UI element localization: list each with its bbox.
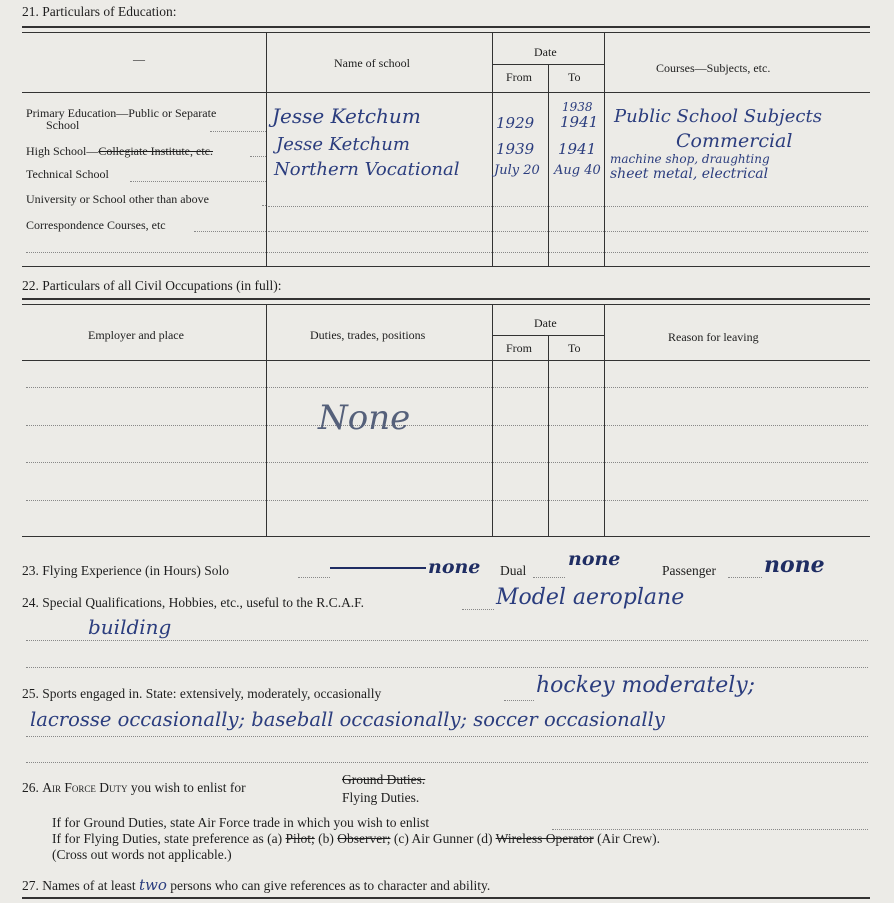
section-21-title: 21. Particulars of Education: [22, 4, 177, 19]
handwritten-solo: none [428, 556, 481, 578]
handwritten-tech-from: July 20 [494, 163, 540, 178]
flying-experience-label: 23. Flying Experience (in Hours) Solo [22, 563, 229, 578]
handwritten-tech-to: Aug 40 [554, 163, 601, 178]
flying-duties-instruction: If for Flying Duties, state preference as (a) Pilot; (b) Observer; (c) Air Gunner (d) Wireless Operator (Air Crew). [52, 831, 661, 846]
handwritten-primary-courses: Public School Subjects [614, 106, 822, 127]
dotted-leader [250, 156, 266, 157]
handwritten-sports-2: lacrosse occasionally; baseball occasionally; soccer occasionally [30, 708, 665, 731]
special-qualifications-label: 24. Special Qualifications, Hobbies, etc., useful to the R.C.A.F. [22, 595, 364, 610]
dotted-leader [262, 205, 266, 206]
dotted-row-line [268, 206, 868, 207]
column-header-to: To [568, 341, 581, 355]
handwritten-none: None [318, 398, 411, 438]
column-header-courses: Courses—Subjects, etc. [656, 61, 771, 75]
column-line [266, 305, 267, 536]
struck-text: Collegiate Institute, etc. [98, 144, 213, 158]
dotted-leader [298, 577, 330, 578]
divider [22, 32, 870, 33]
dash-mark: — [133, 52, 145, 66]
dotted-line [26, 640, 868, 641]
column-line [266, 33, 267, 266]
handwritten-reference-count: two [138, 876, 167, 894]
divider [22, 266, 870, 267]
date-subheader-line [493, 64, 604, 65]
row-label-primary: Primary Education—Public or Separate [26, 106, 217, 120]
divider [22, 897, 870, 899]
struck-text: Wireless Operator [495, 831, 594, 846]
handwritten-tech-courses-2: sheet metal, electrical [610, 166, 769, 182]
dotted-row-line [26, 462, 868, 463]
handwritten-high-from: 1939 [496, 140, 535, 158]
row-label-high-school: High School—Collegiate Institute, etc. [26, 144, 213, 158]
struck-text: Observer; [337, 831, 391, 846]
dual-label: Dual [500, 563, 527, 578]
handwritten-dash [330, 567, 426, 569]
dotted-line [26, 736, 868, 737]
dotted-leader [210, 131, 266, 132]
handwritten-tech-courses-1: machine shop, draughting [610, 152, 770, 166]
header-line [22, 92, 870, 93]
dotted-line [26, 667, 868, 668]
handwritten-tech-school: Northern Vocational [274, 159, 460, 180]
dotted-line [26, 762, 868, 763]
dotted-leader [462, 609, 494, 610]
cross-out-note: (Cross out words not applicable.) [52, 847, 232, 862]
sports-label: 25. Sports engaged in. State: extensively, moderately, occasionally [22, 686, 382, 701]
handwritten-sports-1: hockey moderately; [536, 673, 756, 698]
dotted-leader [552, 829, 868, 830]
dotted-row-line [26, 425, 868, 426]
dotted-leader [504, 700, 534, 701]
air-force-duty-label: 26. Air Force Duty you wish to enlist for [22, 780, 246, 795]
row-label-correspondence: Correspondence Courses, etc [26, 218, 166, 232]
handwritten-dual: none [568, 548, 621, 570]
struck-text: Pilot; [285, 831, 315, 846]
column-header-date: Date [534, 45, 557, 59]
column-header-school: Name of school [334, 56, 410, 70]
handwritten-hobbies-2: building [88, 615, 172, 639]
dotted-row-line [26, 252, 868, 253]
references-label: 27. Names of at least two persons who can give references as to character and ability. [22, 876, 491, 894]
column-header-date: Date [534, 316, 557, 330]
handwritten-primary-to-alt: 1938 [562, 100, 593, 114]
handwritten-high-courses: Commercial [676, 130, 793, 152]
row-label-university: University or School other than above [26, 192, 209, 206]
flying-duties-option: Flying Duties. [342, 790, 420, 805]
handwritten-high-to: 1941 [558, 140, 597, 158]
ground-duties-option: Ground Duties. [342, 772, 426, 787]
column-header-from: From [506, 341, 533, 355]
ground-duties-instruction: If for Ground Duties, state Air Force trade in which you wish to enlist [52, 815, 430, 830]
column-line [492, 305, 493, 536]
column-header-from: From [506, 70, 533, 84]
dotted-leader [130, 181, 266, 182]
dotted-row-line [26, 500, 868, 501]
row-label-primary-2: School [46, 118, 80, 132]
column-line [548, 335, 549, 536]
handwritten-primary-to: 1941 [560, 113, 599, 131]
dotted-leader [728, 577, 762, 578]
handwritten-high-school: Jesse Ketchum [276, 134, 410, 155]
dotted-row-line [268, 231, 868, 232]
column-line [604, 305, 605, 536]
row-label-technical: Technical School [26, 167, 109, 181]
dotted-row-line [26, 387, 868, 388]
handwritten-primary-school: Jesse Ketchum [272, 104, 421, 128]
handwritten-primary-from: 1929 [496, 114, 535, 132]
divider [22, 304, 870, 305]
divider [22, 26, 870, 28]
column-header-duties: Duties, trades, positions [310, 328, 426, 342]
section-22-title: 22. Particulars of all Civil Occupations (in full): [22, 278, 282, 293]
date-subheader-line [493, 335, 604, 336]
passenger-label: Passenger [662, 563, 716, 578]
dotted-leader [533, 577, 565, 578]
divider [22, 298, 870, 300]
column-line [548, 64, 549, 266]
handwritten-hobbies-1: Model aeroplane [496, 585, 685, 610]
handwritten-passenger: none [764, 552, 825, 578]
dotted-leader [194, 231, 266, 232]
divider [22, 536, 870, 537]
header-line [22, 360, 870, 361]
column-header-reason: Reason for leaving [668, 330, 759, 344]
column-header-to: To [568, 70, 581, 84]
column-header-employer: Employer and place [88, 328, 184, 342]
